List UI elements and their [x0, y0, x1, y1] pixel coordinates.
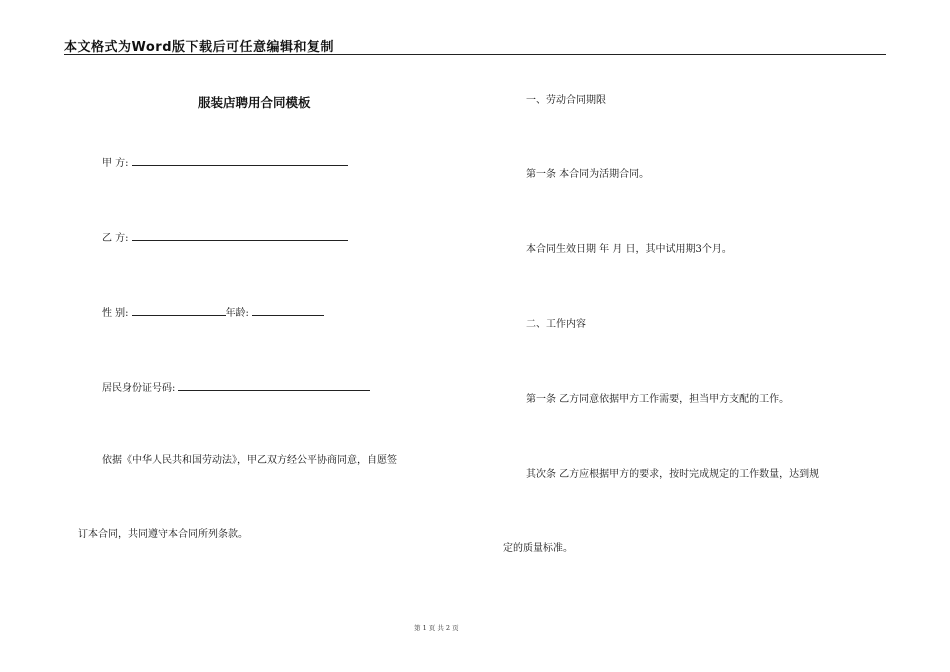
- id-number-row: [102, 380, 370, 395]
- party-b-row: [102, 230, 348, 245]
- effective-date-text: 本合同生效日期 年 月 日，其中试用期3个月。: [526, 244, 732, 255]
- header-text: 本文格式为Word版下载后可任意编辑和复制: [64, 40, 335, 55]
- work-article2-line1: 其次条 乙方应根据甲方的要求，按时完成规定的工作数量，达到规: [526, 469, 820, 480]
- document-title: 服装店聘用合同模板: [198, 95, 311, 110]
- id-blank: [178, 380, 370, 391]
- gender-label: 性 别:: [102, 308, 129, 319]
- party-a-label: 甲 方:: [102, 158, 129, 169]
- age-blank: [252, 305, 324, 316]
- page-number-footer: 第 1 页 共 2 页: [414, 624, 459, 632]
- intro-paragraph-line2: 订本合同，共同遵守本合同所列条款。: [78, 529, 248, 540]
- work-article1-text: 第一条 乙方同意依据甲方工作需要，担当甲方支配的工作。: [526, 394, 790, 405]
- party-a-blank: [132, 155, 348, 166]
- work-article2-line2: 定的质量标准。: [503, 543, 573, 554]
- party-b-label: 乙 方:: [102, 233, 129, 244]
- intro-paragraph-line1: 依据《中华人民共和国劳动法》，甲乙双方经公平协商同意，自愿签: [102, 455, 397, 466]
- id-label: 居民身份证号码:: [102, 383, 176, 394]
- section2-heading: 二、工作内容: [526, 319, 586, 330]
- gender-age-row: [102, 305, 324, 320]
- gender-blank: [132, 305, 226, 316]
- section1-heading: 一、劳动合同期限: [526, 95, 606, 106]
- page-header: [64, 36, 886, 55]
- age-label: 年龄:: [225, 308, 249, 319]
- party-b-blank: [132, 230, 348, 241]
- article1-text: 第一条 本合同为活期合同。: [526, 169, 650, 180]
- party-a-row: [102, 155, 348, 170]
